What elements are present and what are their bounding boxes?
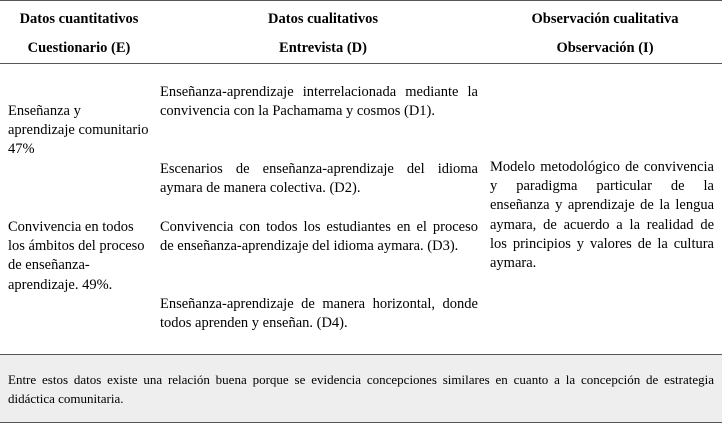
conclusion-row xyxy=(0,354,722,423)
header-subtitle: Observación (I) xyxy=(556,40,654,56)
quantitative-item: Enseñanza y aprendizaje comunitario 47% xyxy=(8,103,149,158)
header-title: Observación cualitativa xyxy=(531,11,679,27)
header-qualitative xyxy=(158,1,488,65)
interview-item-d1: Enseñanza-aprendizaje interrelacionada mediante la convivencia con la Pachamama y cosmos (D1). xyxy=(160,84,478,120)
header-observation xyxy=(488,1,722,65)
header-subtitle: Cuestionario (E) xyxy=(27,40,131,56)
interview-item-d4: Enseñanza-aprendizaje de manera horizontal, donde todos aprenden y enseñan. (D4). xyxy=(160,296,478,332)
interview-item-d2: Escenarios de enseñanza-aprendizaje del idioma aymara de manera colectiva. (D2). xyxy=(160,161,478,197)
table-body-row xyxy=(0,64,722,354)
conclusion-text: Entre estos datos existe una relación buena porque se evidencia concepciones similares en cuanto a la concepción de estrategia didáctica comunitaria. xyxy=(8,372,714,406)
header-subtitle: Entrevista (D) xyxy=(279,40,367,56)
interview-item-d3: Convivencia con todos los estudiantes en el proceso de enseñanza-aprendizaje del idioma aymara. (D3). xyxy=(160,219,478,255)
header-quantitative xyxy=(0,1,158,65)
observation-item: Modelo metodológico de convivencia y paradigma particular de la enseñanza y aprendizaje de la lengua aymara, de acuerdo a la realidad de los principios y valores de la cultura aymara. xyxy=(490,159,714,272)
quantitative-item: Convivencia en todos los ámbitos del proceso de enseñanza-aprendizaje. 49%. xyxy=(8,219,145,293)
header-title: Datos cuantitativos xyxy=(19,11,139,27)
table-header xyxy=(0,0,722,64)
header-title: Datos cualitativos xyxy=(268,11,378,27)
